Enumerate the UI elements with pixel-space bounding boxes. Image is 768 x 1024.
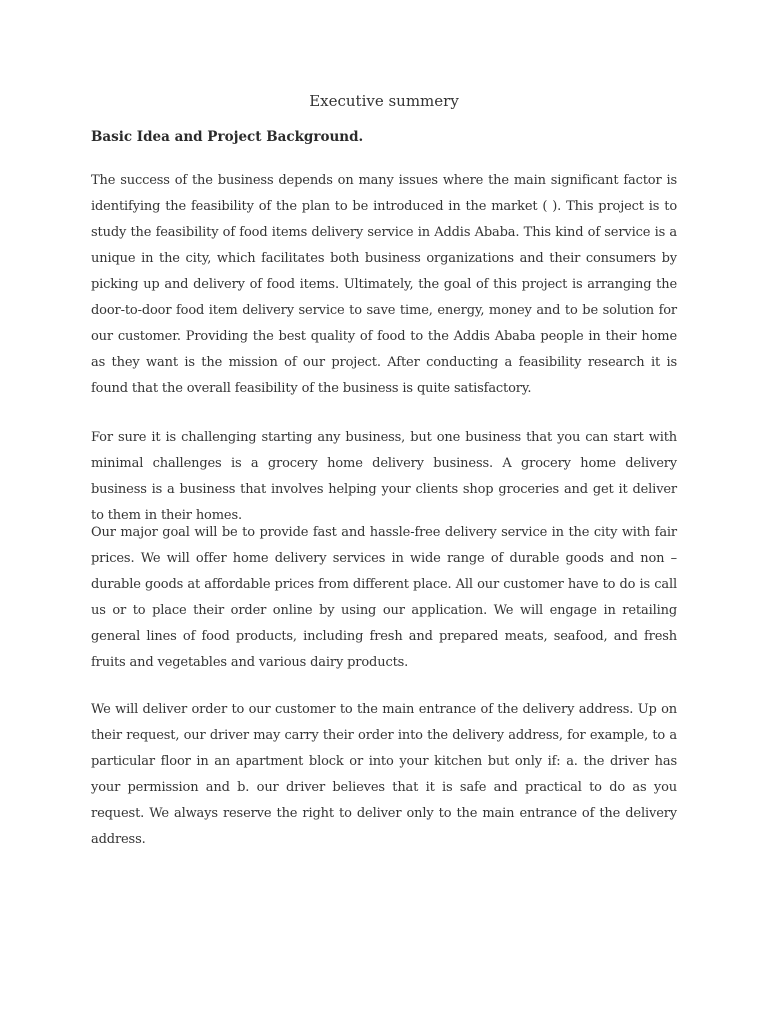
page-title: Executive summery: [309, 92, 459, 110]
paragraph-delivery-policy: We will deliver order to our customer to the main entrance of the delivery address. Up on their request, our driver may carry their order into the delivery address, for example, to a particular floor in an apartment block or into your kitchen but only if: a. the driver has your permission and b. our driver believes that it is safe and practical to do as you request. We always reserve the right to deliver only to the main entrance of the delivery address.: [91, 702, 677, 847]
paragraph-major-goal: Our major goal will be to provide fast and hassle-free delivery service in the city with fair prices. We will offer home delivery services in wide range of durable goods and non – durable goods at affordable prices from different place. All our customer have to do is call us or to place their order online by using our application. We will engage in retailing general lines of food products, including fresh and prepared meats, seafood, and fresh fruits and vegetables and various dairy products.: [91, 525, 677, 670]
section-heading: Basic Idea and Project Background.: [91, 129, 364, 145]
paragraph-challenges: For sure it is challenging starting any business, but one business that you can start with minimal challenges is a grocery home delivery business. A grocery home delivery business is a business that involves helping your clients shop groceries and get it deliver to them in their homes.: [91, 430, 677, 523]
paragraph-background: The success of the business depends on many issues where the main significant factor is identifying the feasibility of the plan to be introduced in the market ( ). This project is to study the feasibility of food items delivery service in Addis Ababa. This kind of service is a unique in the city, which facilitates both business organizations and their consumers by picking up and delivery of food items. Ultimately, the goal of this project is arranging the door-to-door food item delivery service to save time, energy, money and to be solution for our customer. Providing the best quality of food to the Addis Ababa people in their home as they want is the mission of our project. After conducting a feasibility research it is found that the overall feasibility of the business is quite satisfactory.: [91, 173, 677, 396]
